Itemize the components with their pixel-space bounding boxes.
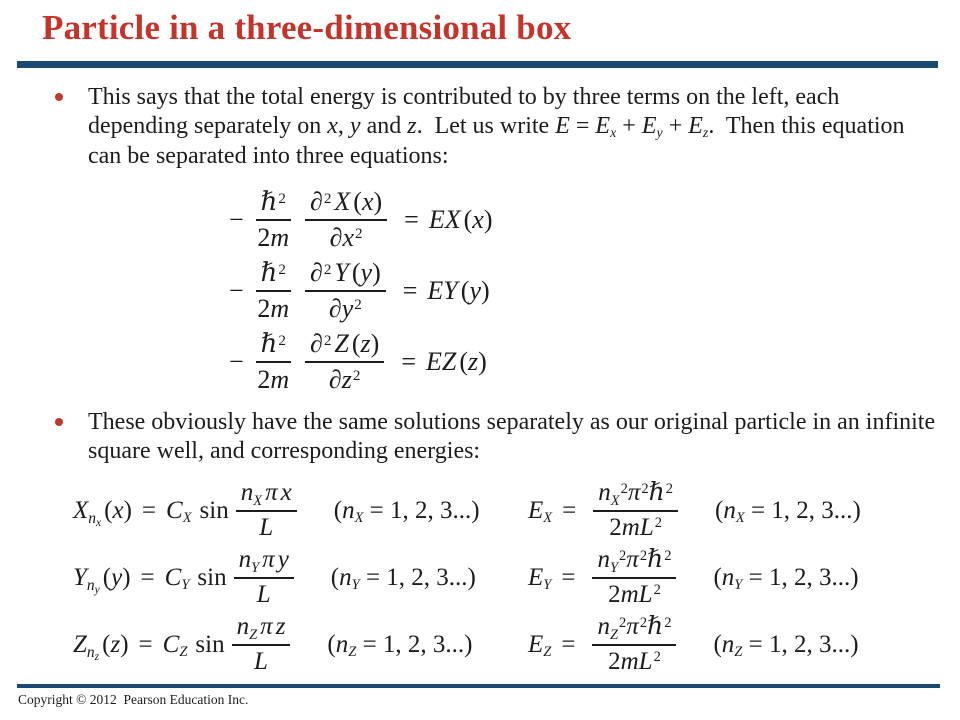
energy-equation-y (528, 544, 861, 611)
equals-sign: = (401, 346, 416, 376)
wavefunction-equation-x (73, 477, 480, 544)
energy-equation-z (528, 611, 861, 678)
equals-sign: = (404, 204, 419, 234)
equals-sign: = (561, 630, 576, 658)
sine-argument-fraction: $\frac{\text{nY π y}}{L}$ (234, 547, 294, 608)
rhs-term: EX (x) (428, 204, 493, 234)
slide-title: Particle in a three-dimensional box (42, 8, 572, 47)
copyright-text: Copyright © 2012 Pearson Education Inc. (18, 692, 249, 707)
hbar-symbol: ℏ (647, 613, 664, 641)
pi-symbol: π (265, 479, 278, 507)
second-derivative-fraction: $\frac{\partial^2 Z (z)}{\partial z^2}$ (305, 330, 384, 393)
bullet-1 (55, 83, 947, 171)
equals-sign: = (141, 496, 156, 524)
minus-sign: − (229, 204, 244, 234)
wavefunction-equation-y (73, 544, 480, 611)
title-rule (17, 61, 938, 68)
quantum-number-condition: (nZ = 1, 2, 3...) (327, 630, 473, 660)
quantum-number-condition: (nY = 1, 2, 3...) (330, 563, 476, 593)
bullet-2 (55, 408, 947, 467)
rhs-term: EZ (z) (425, 346, 487, 376)
lhs: $X_{nx}$ (x) = CX sin (73, 496, 229, 530)
equals-sign: = (561, 563, 576, 591)
hbar-over-2m-fraction: $\frac{\hbar^2}{2m}$ (257, 258, 290, 323)
hbar-symbol: ℏ (260, 187, 278, 217)
sine-argument-fraction: $\frac{\text{nZ π z}}{L}$ (232, 614, 291, 675)
rhs-term: EY (y) (427, 275, 490, 305)
partial-symbol: ∂ (309, 187, 323, 217)
bullet-2-text: These obviously have the same solutions separately as our original particle in an infinite square well, and corresponding energies: (88, 409, 936, 465)
equals-sign: = (138, 630, 153, 658)
minus-sign: − (229, 346, 244, 376)
sin-function: sin (197, 563, 227, 591)
lhs: $Y_{ny}$ (y) = CY sin (73, 563, 227, 597)
footer-rule (17, 684, 940, 688)
quantum-number-condition: (nY = 1, 2, 3...) (713, 563, 859, 593)
second-derivative-fraction: $\frac{\partial^2 Y (y)}{\partial y^2}$ (305, 259, 386, 322)
minus-sign: − (229, 275, 244, 305)
hbar-symbol: ℏ (648, 479, 665, 507)
pi-symbol: π (627, 479, 641, 507)
separated-equation-x (229, 184, 493, 255)
separated-equation-z (229, 326, 493, 397)
lhs: EX = (528, 496, 577, 526)
equals-sign: = (562, 496, 577, 524)
bullet-dot (55, 418, 63, 426)
equals-sign: = (402, 275, 418, 305)
sin-function: sin (195, 630, 225, 658)
lhs: EZ = (528, 630, 576, 660)
partial-symbol: ∂ (309, 329, 323, 359)
energy-equations (528, 477, 861, 678)
wavefunction-equation-z (73, 611, 480, 678)
pi-symbol: π (262, 546, 275, 574)
partial-symbol: ∂ (309, 258, 323, 288)
wavefunction-equations (73, 477, 480, 678)
hbar-symbol: ℏ (260, 258, 278, 288)
second-derivative-fraction: $\frac{\partial^2 X (x)}{\partial x^2}$ (305, 188, 387, 251)
energy-equation-x (528, 477, 861, 544)
quantum-number-condition: (nX = 1, 2, 3...) (715, 496, 861, 526)
separated-equation-y (229, 255, 493, 326)
equals-sign: = (140, 563, 155, 591)
bullet-1-text: This says that the total energy is contributed to by three terms on the left, each depending separately on x, y and z. Let us write E = Ex + Ey + Ez. Then this equation can be separated into three equations: (88, 84, 905, 169)
lhs: $Z_{nz}$ (z) = CZ sin (73, 630, 225, 664)
energy-fraction: $\frac{nX^2\pi^2\hbar^2}{2mL^2}$ (593, 480, 678, 541)
pi-symbol: π (626, 546, 639, 574)
quantum-number-condition: (nX = 1, 2, 3...) (333, 496, 480, 526)
separated-equations (229, 184, 493, 397)
hbar-symbol: ℏ (647, 546, 664, 574)
hbar-over-2m-fraction: $\frac{\hbar^2}{2m}$ (257, 187, 290, 252)
lhs: EY = (528, 563, 576, 593)
sine-argument-fraction: $\frac{\text{nX π x}}{L}$ (236, 480, 297, 541)
pi-symbol: π (260, 613, 273, 641)
energy-fraction: $\frac{nZ^2\pi^2\hbar^2}{2mL^2}$ (592, 614, 676, 675)
bullet-dot (55, 93, 63, 101)
hbar-symbol: ℏ (260, 329, 278, 359)
sin-function: sin (199, 496, 229, 524)
pi-symbol: π (626, 613, 639, 641)
energy-fraction: $\frac{nY^2\pi^2\hbar^2}{2mL^2}$ (592, 547, 676, 608)
quantum-number-condition: (nZ = 1, 2, 3...) (713, 630, 859, 660)
hbar-over-2m-fraction: $\frac{\hbar^2}{2m}$ (257, 329, 290, 394)
